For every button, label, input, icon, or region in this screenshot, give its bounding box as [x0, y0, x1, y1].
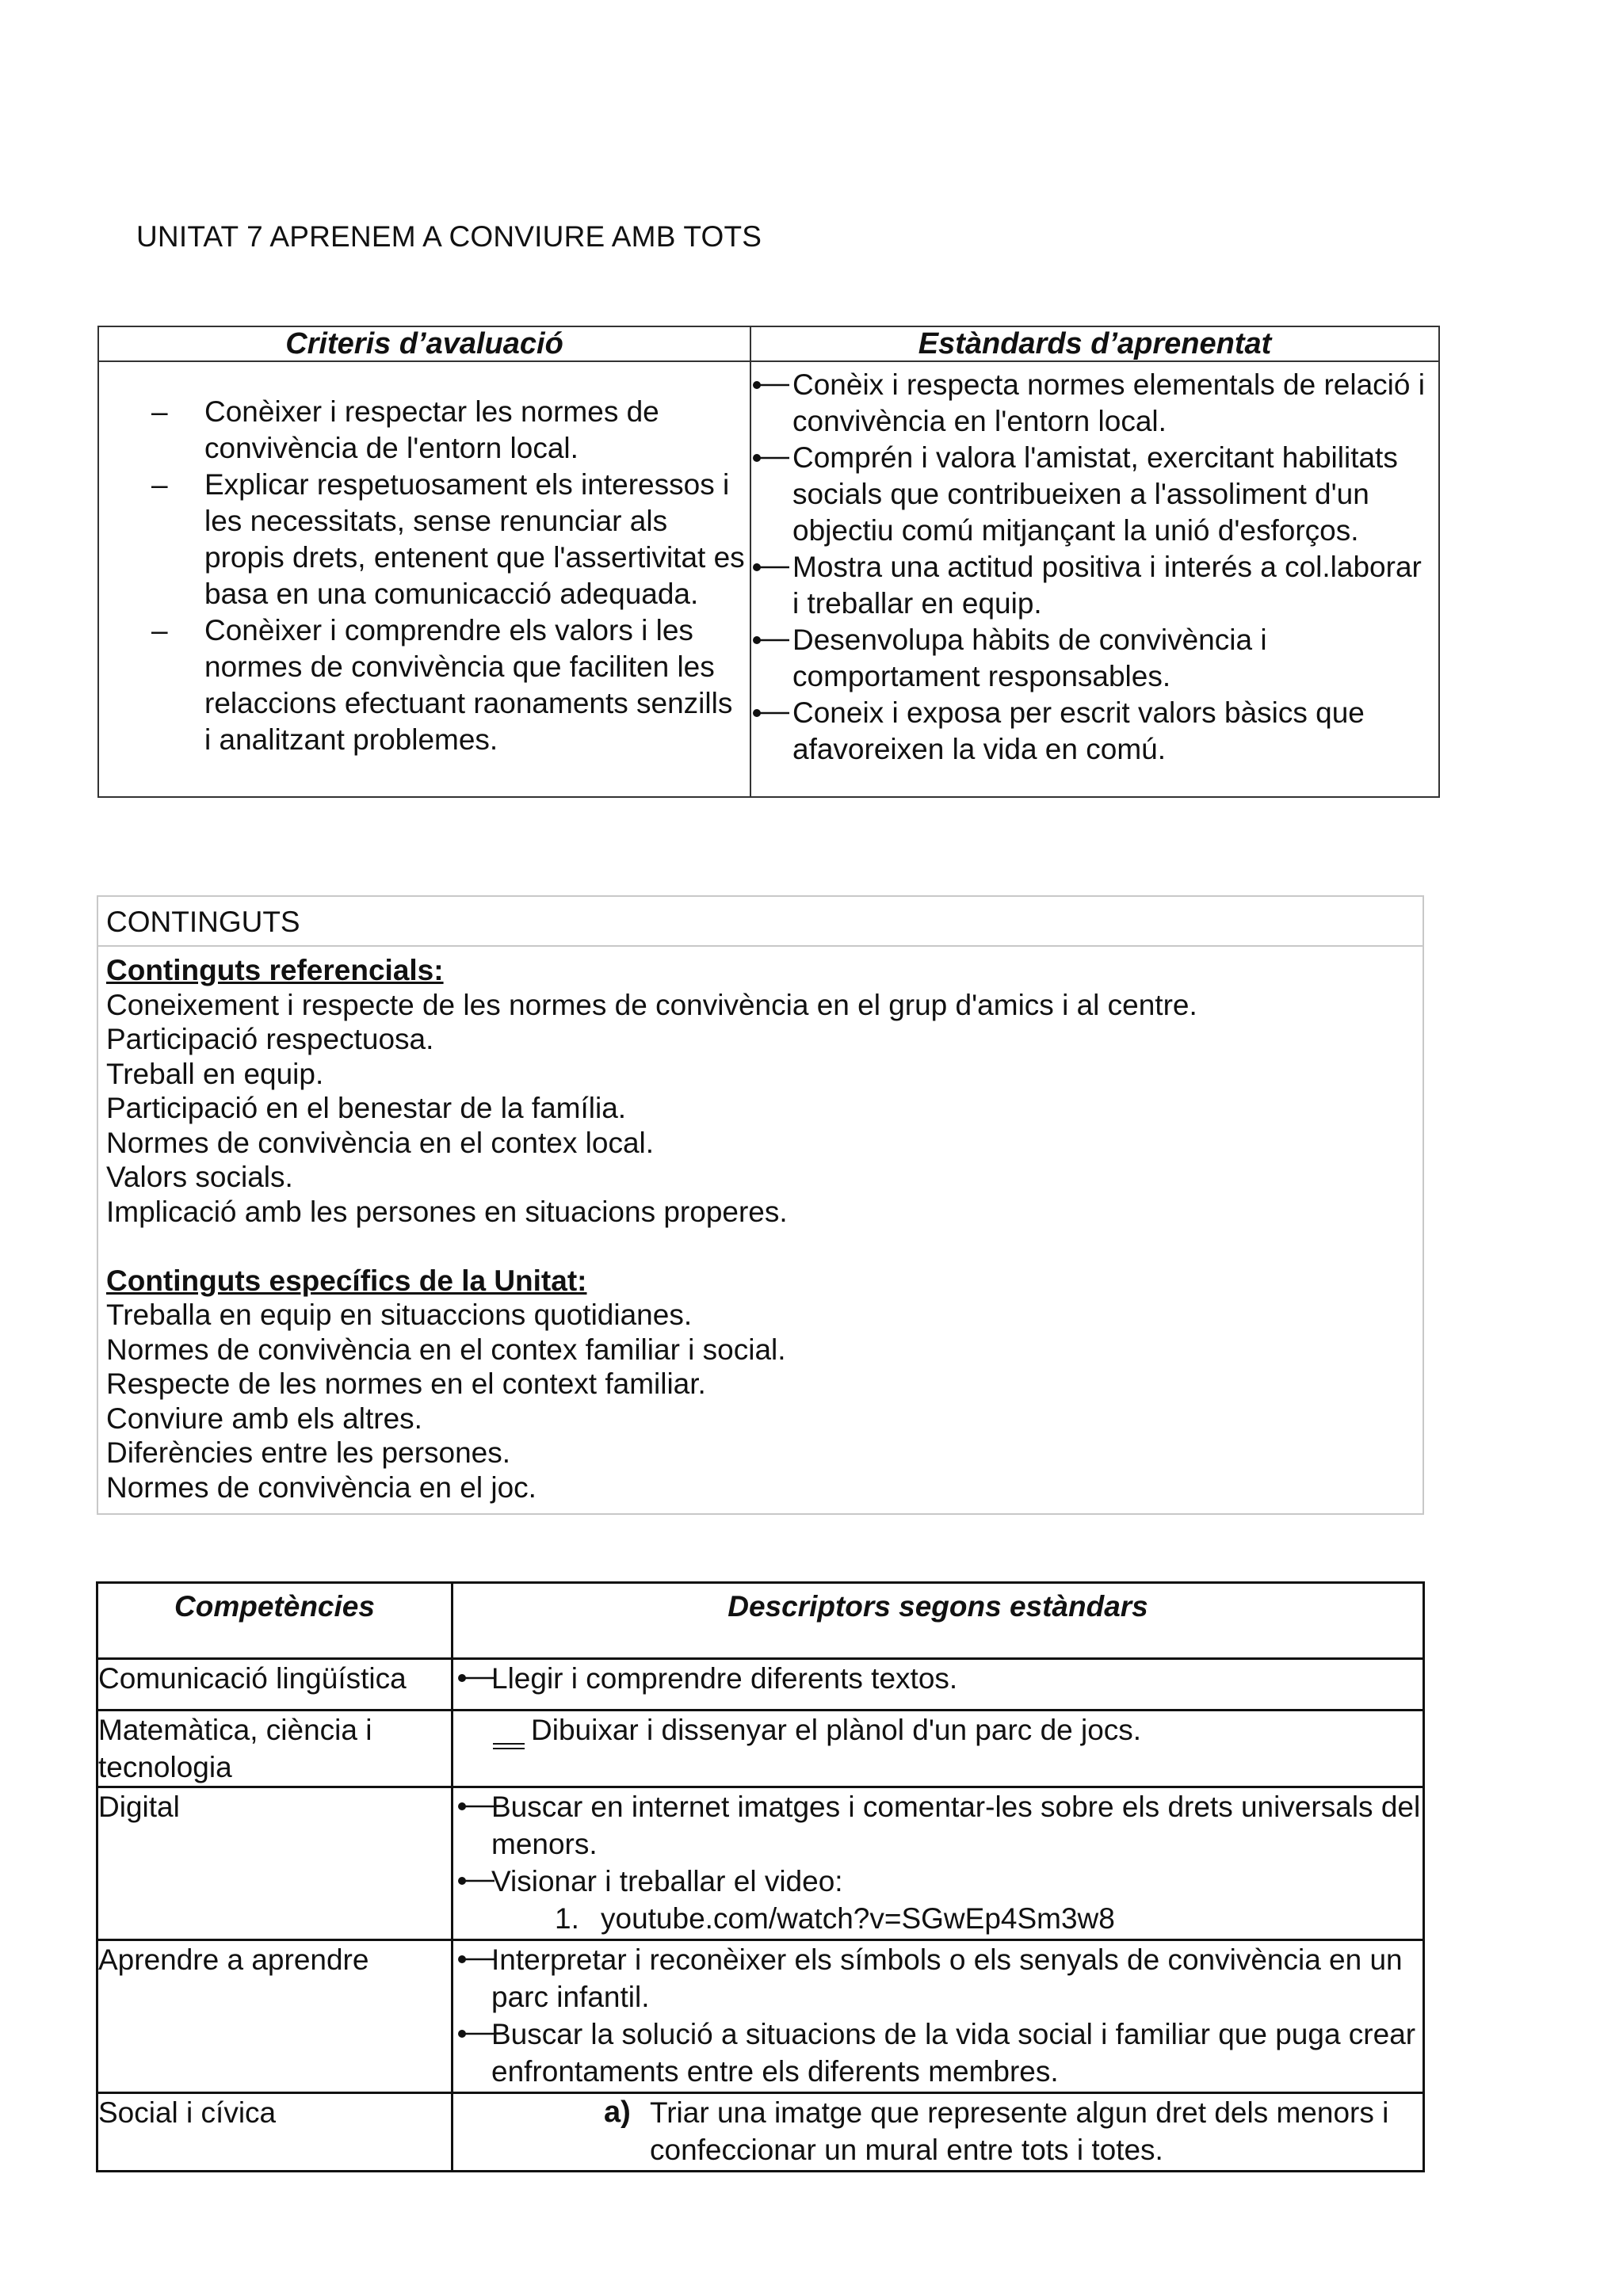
descriptor-item: Visionar i treballar el video: [453, 1863, 1423, 1900]
criteri-item: – Explicar respetuosament els interessos i les necessitats, sense renunciar als propis drets, entenent que l'assertivitat es basa en una comunicacció adequada. [151, 468, 745, 610]
descriptors-header: Descriptors segons estàndars [453, 1583, 1424, 1659]
table-row [97, 1787, 1424, 1940]
bullet-icon [456, 1672, 496, 1684]
bullet-icon [751, 635, 791, 646]
continguts-header: CONTINGUTS [98, 897, 1423, 947]
especific-item: Conviure amb els altres. [106, 1402, 422, 1435]
estandards-cell [750, 361, 1439, 797]
especific-item: Treballa en equip en situaccions quotidianes. [106, 1299, 693, 1331]
especific-item: Diferències entre les persones. [106, 1436, 511, 1469]
estandard-item: Desenvolupa hàbits de convivència i comportament responsables. [751, 622, 1434, 695]
bullet-icon [751, 707, 791, 719]
estandard-item: Coneix i exposa per escrit valors bàsics que afavoreixen la vida en comú. [751, 695, 1434, 768]
descriptor-item: Dibuixar i dissenyar el plànol d'un parc de jocs. [453, 1711, 1423, 1749]
estandard-item: Comprén i valora l'amistat, exercitant habilitats socials que contribueixen a l'assoliment d'un objectiu comú mitjançant la unió d'esforços. [751, 440, 1434, 549]
numbered-item: 1. youtube.com/watch?v=SGwEp4Sm3w8 [555, 1902, 1115, 1935]
continguts-box [97, 895, 1424, 1515]
referencial-item: Participació en el benestar de la família. [106, 1092, 627, 1124]
bullet-icon [456, 1875, 496, 1886]
estandards-header: Estàndards d’aprenentat [750, 326, 1439, 361]
item-label: a) [604, 2096, 631, 2129]
table-row [97, 1659, 1424, 1711]
estandard-item: Conèix i respecta normes elementals de relació i convivència en l'entorn local. [751, 367, 1434, 440]
video-link[interactable]: youtube.com/watch?v=SGwEp4Sm3w8 [601, 1902, 1115, 1935]
competencia-name: Comunicació lingüística [97, 1659, 453, 1711]
referencials-title: Continguts referencials: [106, 954, 444, 986]
bullet-icon [751, 379, 791, 391]
competencies-header: Competències [97, 1583, 453, 1659]
estandard-item: Mostra una actitud positiva i interés a col.laborar i treballar en equip. [751, 549, 1434, 622]
referencial-item: Valors socials. [106, 1161, 293, 1193]
descriptor-item: a) Triar una imatge que represente algun dret dels menors i confeccionar un mural entre tots i totes. [604, 2096, 1389, 2166]
competencia-name: Aprendre a aprendre [97, 1940, 453, 2093]
especific-item: Normes de convivència en el contex familiar i social. [106, 1333, 786, 1366]
double-dash-icon [493, 1722, 526, 1732]
descriptor-item: Interpretar i reconèixer els símbols o els senyals de convivència en un parc infantil. [453, 1941, 1423, 2016]
descriptor-item: Buscar la solució a situacions de la vida social i familiar que puga crear enfrontaments entre els diferents membres. [453, 2016, 1423, 2090]
especific-item: Respecte de les normes en el context familiar. [106, 1367, 706, 1400]
criteris-cell [98, 361, 750, 797]
especifics-title: Continguts específics de la Unitat: [106, 1264, 587, 1297]
bullet-icon [456, 1801, 496, 1812]
descriptor-cell [453, 1787, 1424, 1940]
criteri-item: – Conèixer i comprendre els valors i les normes de convivència que faciliten les relaccions efectuant raonaments senzills i analitzant problemes. [151, 614, 733, 756]
descriptor-cell [453, 1711, 1424, 1787]
competencies-table [96, 1581, 1425, 2172]
referencial-item: Treball en equip. [106, 1057, 324, 1090]
competencia-name: Matemàtica, ciència i tecnologia [97, 1711, 453, 1787]
competencia-name: Social i cívica [97, 2093, 453, 2172]
page-title: UNITAT 7 APRENEM A CONVIURE AMB TOTS [136, 220, 762, 253]
especific-item: Normes de convivència en el joc. [106, 1470, 537, 1504]
bullet-icon [456, 2028, 496, 2039]
referencial-item: Coneixement i respecte de les normes de convivència en el grup d'amics i al centre. [106, 988, 1197, 1021]
criteris-header: Criteris d’avaluació [98, 326, 750, 361]
bullet-icon [751, 452, 791, 463]
referencial-item: Participació respectuosa. [106, 1023, 434, 1055]
table-row [97, 1940, 1424, 2093]
criteri-item: – Conèixer i respectar les normes de convivència de l'entorn local. [151, 395, 659, 464]
descriptor-cell [453, 1659, 1424, 1711]
bullet-icon [456, 1954, 496, 1965]
table-row [97, 2093, 1424, 2172]
referencial-item: Normes de convivència en el contex local. [106, 1126, 655, 1159]
competencia-name: Digital [97, 1787, 453, 1940]
descriptor-cell [453, 1940, 1424, 2093]
descriptor-cell [453, 2093, 1424, 2172]
criteria-table [97, 326, 1440, 798]
descriptor-item: Buscar en internet imatges i comentar-les sobre els drets universals del menors. [453, 1788, 1423, 1863]
descriptor-item: Llegir i comprendre diferents textos. [453, 1660, 1423, 1697]
table-row [97, 1711, 1424, 1787]
referencial-item: Implicació amb les persones en situacions properes. [106, 1195, 788, 1228]
bullet-icon [751, 562, 791, 573]
